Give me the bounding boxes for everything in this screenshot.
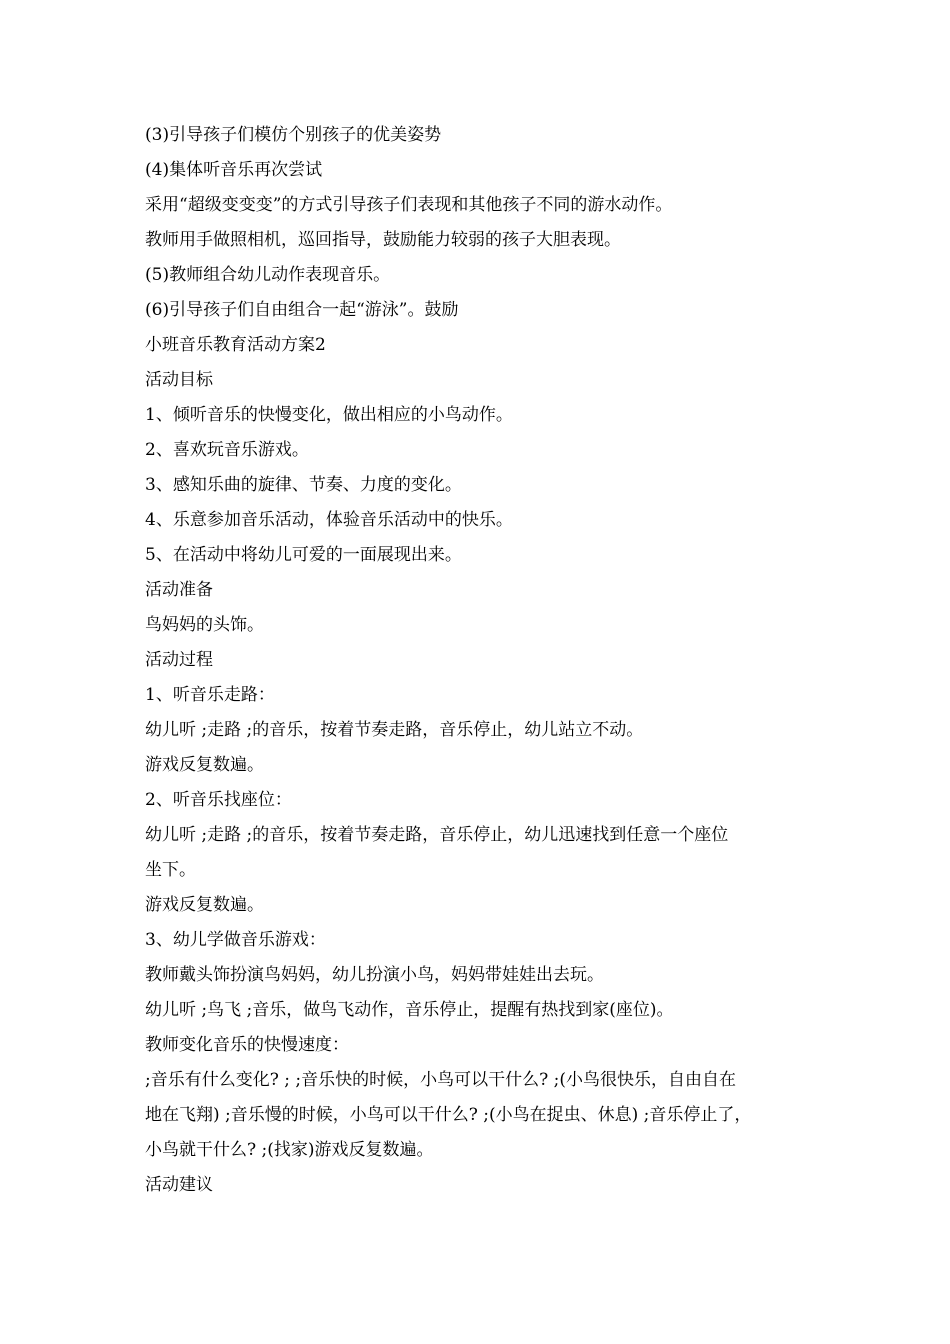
list-item: 2、喜欢玩音乐游戏。 xyxy=(145,440,309,460)
text-line: ;音乐有什么变化? ; ;音乐快的时候，小鸟可以干什么? ;(小鸟很快乐，自由自在 xyxy=(145,1070,736,1090)
list-item: 3、感知乐曲的旋律、节奏、力度的变化。 xyxy=(145,475,462,495)
section-heading: 活动建议 xyxy=(145,1175,213,1195)
text-line: 教师用手做照相机，巡回指导，鼓励能力较弱的孩子大胆表现。 xyxy=(145,230,621,250)
list-item: 1、听音乐走路： xyxy=(145,685,275,705)
section-heading: 活动目标 xyxy=(145,370,213,390)
section-title: 小班音乐教育活动方案2 xyxy=(145,335,326,355)
list-item: 5、在活动中将幼儿可爱的一面展现出来。 xyxy=(145,545,462,565)
text-line: 游戏反复数遍。 xyxy=(145,755,264,775)
text-line: (6)引导孩子们自由组合一起“游泳”。鼓励 xyxy=(145,300,459,320)
text-line: 采用“超级变变变”的方式引导孩子们表现和其他孩子不同的游水动作。 xyxy=(145,195,673,215)
text-line: 教师变化音乐的快慢速度： xyxy=(145,1035,349,1055)
text-line: 鸟妈妈的头饰。 xyxy=(145,615,264,635)
text-line: 小鸟就干什么? ;(找家)游戏反复数遍。 xyxy=(145,1140,434,1160)
list-item: 4、乐意参加音乐活动，体验音乐活动中的快乐。 xyxy=(145,510,513,530)
document-body xyxy=(145,118,825,1203)
text-line: 幼儿听 ;鸟飞 ;音乐，做鸟飞动作，音乐停止，提醒有热找到家(座位)。 xyxy=(145,1000,674,1020)
list-item: 3、幼儿学做音乐游戏： xyxy=(145,930,326,950)
text-line: 幼儿听 ;走路 ;的音乐，按着节奏走路，音乐停止，幼儿迅速找到任意一个座位 xyxy=(145,825,729,845)
section-heading: 活动过程 xyxy=(145,650,213,670)
list-item: 2、听音乐找座位： xyxy=(145,790,292,810)
text-line: 幼儿听 ;走路 ;的音乐，按着节奏走路，音乐停止，幼儿站立不动。 xyxy=(145,720,644,740)
text-line: 教师戴头饰扮演鸟妈妈，幼儿扮演小鸟，妈妈带娃娃出去玩。 xyxy=(145,965,604,985)
text-line: 地在飞翔) ;音乐慢的时候，小鸟可以干什么? ;(小鸟在捉虫、休息) ;音乐停止了， xyxy=(145,1105,752,1125)
list-item: 1、倾听音乐的快慢变化，做出相应的小鸟动作。 xyxy=(145,405,513,425)
text-line: (3)引导孩子们模仿个别孩子的优美姿势 xyxy=(145,125,442,145)
text-line: 坐下。 xyxy=(145,860,196,880)
text-line: (4)集体听音乐再次尝试 xyxy=(145,160,323,180)
text-line: 游戏反复数遍。 xyxy=(145,895,264,915)
section-heading: 活动准备 xyxy=(145,580,213,600)
text-line: (5)教师组合幼儿动作表现音乐。 xyxy=(145,265,391,285)
